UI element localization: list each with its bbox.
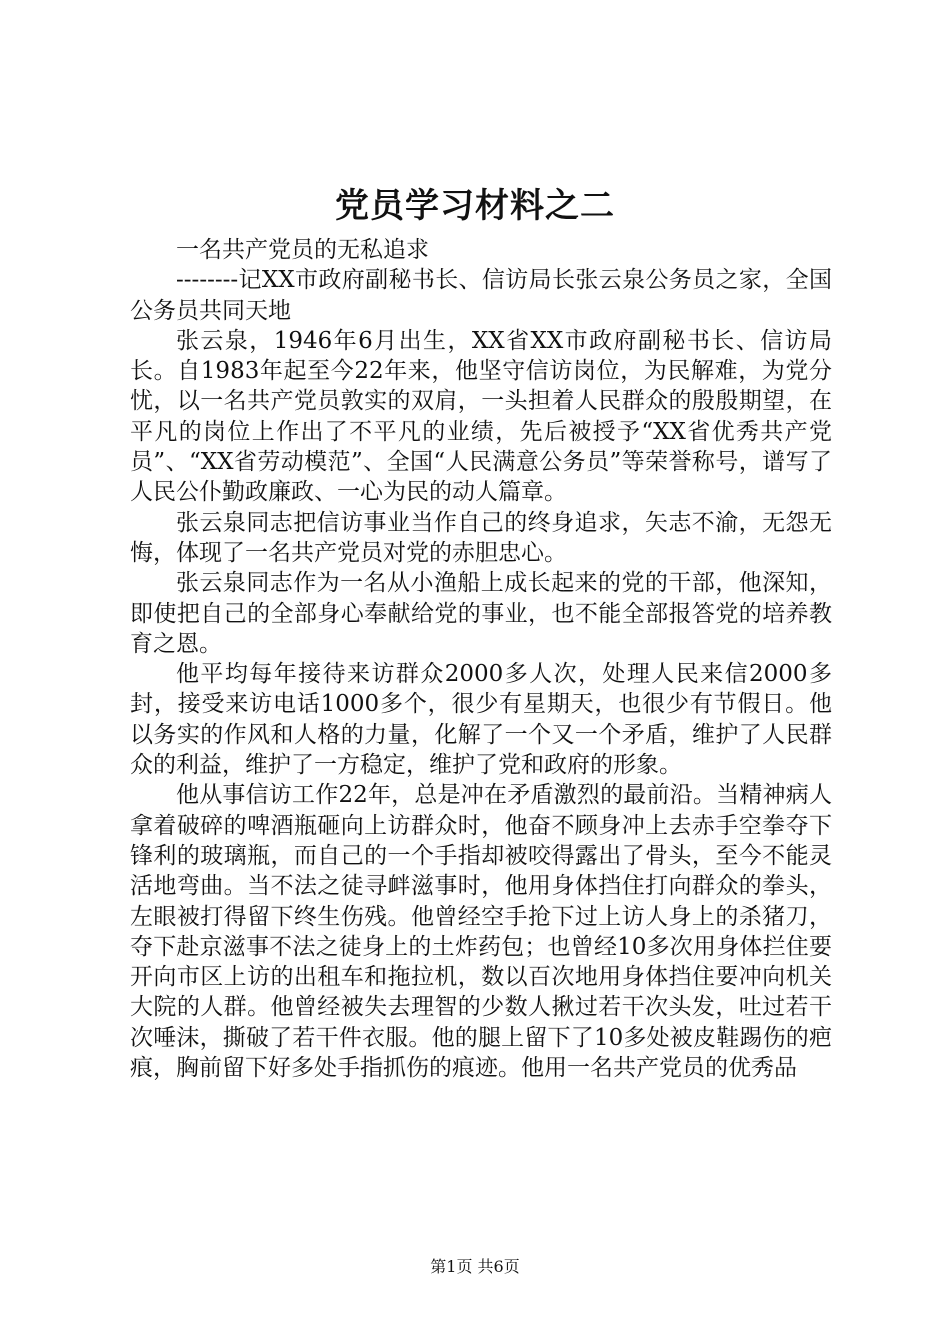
body-paragraph: 张云泉，1946年6月出生，XX省XX市政府副秘书长、信访局长。自1983年起至今22年来，他坚守信访岗位，为民解难，为党分忧，以一名共产党员敦实的双肩，一头担着人民群众的殷殷期望，在平凡的岗位上作出了不平凡的业绩，先后被授予“XX省优秀共产党员”、“XX省劳动模范”、全国“人民满意公务员”等荣誉称号，谱写了人民公仆勤政廉政、一心为民的动人篇章。 <box>130 327 832 506</box>
body-paragraph: 他平均每年接待来访群众2000多人次，处理人民来信2000多封，接受来访电话1000多个，很少有星期天，也很少有节假日。他以务实的作风和人格的力量，化解了一个又一个矛盾，维护了人民群众的利益，维护了一方稳定，维护了党和政府的形象。 <box>130 661 832 779</box>
byline-paragraph: --------记XX市政府副秘书长、信访局长张云泉公务员之家，全国公务员共同天地 <box>130 267 832 324</box>
body-paragraph: 张云泉同志把信访事业当作自己的终身追求，矢志不渝，无怨无悔，体现了一名共产党员对党的赤胆忠心。 <box>130 509 832 566</box>
page-footer: 第1页 共6页 <box>430 1257 520 1276</box>
body-paragraph: 他从事信访工作22年，总是冲在矛盾激烈的最前沿。当精神病人拿着破碎的啤酒瓶砸向上访群众时，他奋不顾身冲上去赤手空拳夺下锋利的玻璃瓶，而自己的一个手指却被咬得露出了骨头，至今不能灵活地弯曲。当不法之徒寻衅滋事时，他用身体挡住打向群众的拳头，左眼被打得留下终生伤残。他曾经空手抢下过上访人身上的杀猪刀，夺下赴京滋事不法之徒身上的土炸药包；也曾经10多次用身体拦住要开向市区上访的出租车和拖拉机，数以百次地用身体挡住要冲向机关大院的人群。他曾经被失去理智的少数人揪过若干次头发，吐过若干次唾沫，撕破了若干件衣服。他的腿上留下了10多处被皮鞋踢伤的疤痕，胸前留下好多处手指抓伤的痕迹。他用一名共产党员的优秀品 <box>130 782 832 1082</box>
subtitle-paragraph: 一名共产党员的无私追求 <box>176 237 429 263</box>
body-paragraph: 张云泉同志作为一名从小渔船上成长起来的党的干部，他深知，即使把自己的全部身心奉献给党的事业，也不能全部报答党的培养教育之恩。 <box>130 570 832 657</box>
document-title: 党员学习材料之二 <box>335 186 615 226</box>
document-body <box>130 235 832 1083</box>
